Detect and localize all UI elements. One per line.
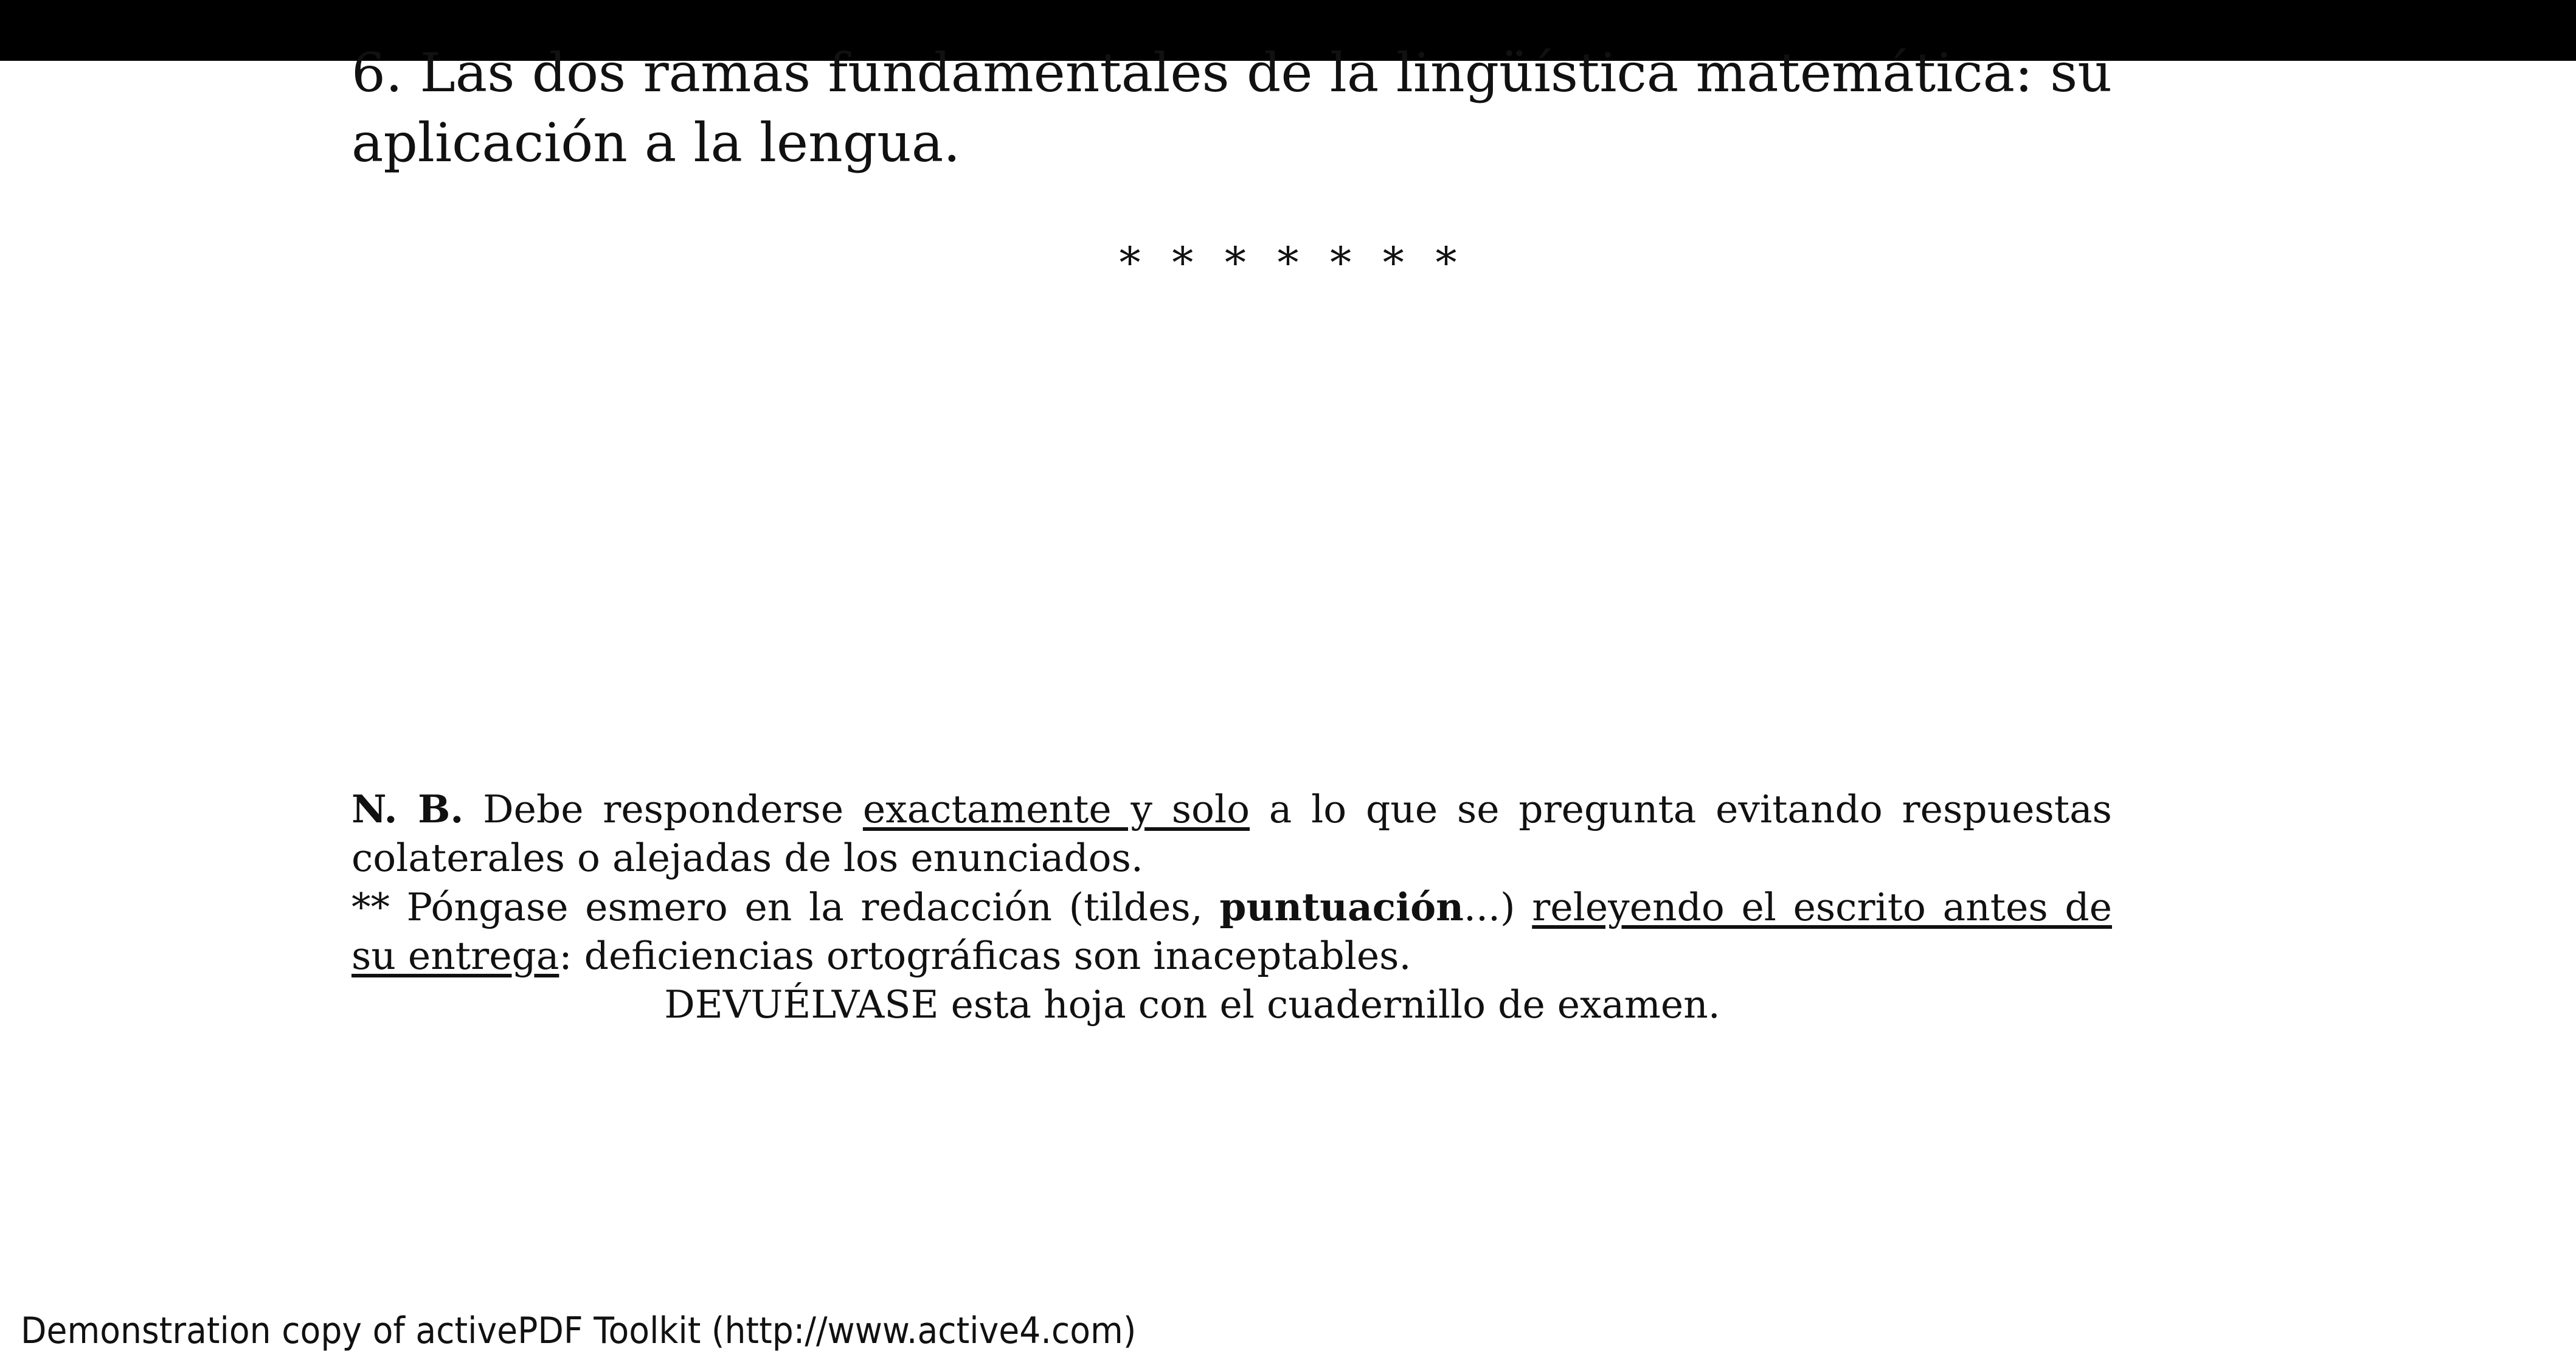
nb-bold-punctuation: puntuación (1219, 884, 1464, 929)
nb-text-1b: a lo que se pregunta evitando respuestas colaterales o alejadas de los enunciados. (351, 787, 2113, 880)
exam-question-6: 6. Las dos ramas fundamentales de la lingüística matemática: su aplicación a la lengua. (351, 41, 2112, 174)
nb-underlined-exactly: exactamente y solo (862, 787, 1250, 831)
demo-watermark: Demonstration copy of activePDF Toolkit (http://www.active4.com) (21, 1310, 1137, 1352)
nb-text-1a: Debe responderse (463, 787, 863, 831)
asterisk-separator: * * * * * * * (1119, 238, 1457, 288)
nb-label: N. B. (351, 786, 464, 831)
nb-paragraph-1 (351, 785, 2112, 883)
nb-text-2a: ** Póngase esmero en la redacción (tildes, (351, 885, 1220, 929)
nb-paragraph-2 (351, 883, 2112, 981)
nb-underlined-reread: releyendo el escrito antes de su entrega (351, 885, 2112, 978)
nota-bene-block (351, 785, 2112, 1029)
nb-return-instruction: DEVUÉLVASE esta hoja con el cuadernillo de examen. (664, 982, 1720, 1027)
nb-text-2c: : deficiencias ortográficas son inaceptables. (559, 934, 1411, 978)
nb-text-2b: ...) (1463, 885, 1532, 929)
